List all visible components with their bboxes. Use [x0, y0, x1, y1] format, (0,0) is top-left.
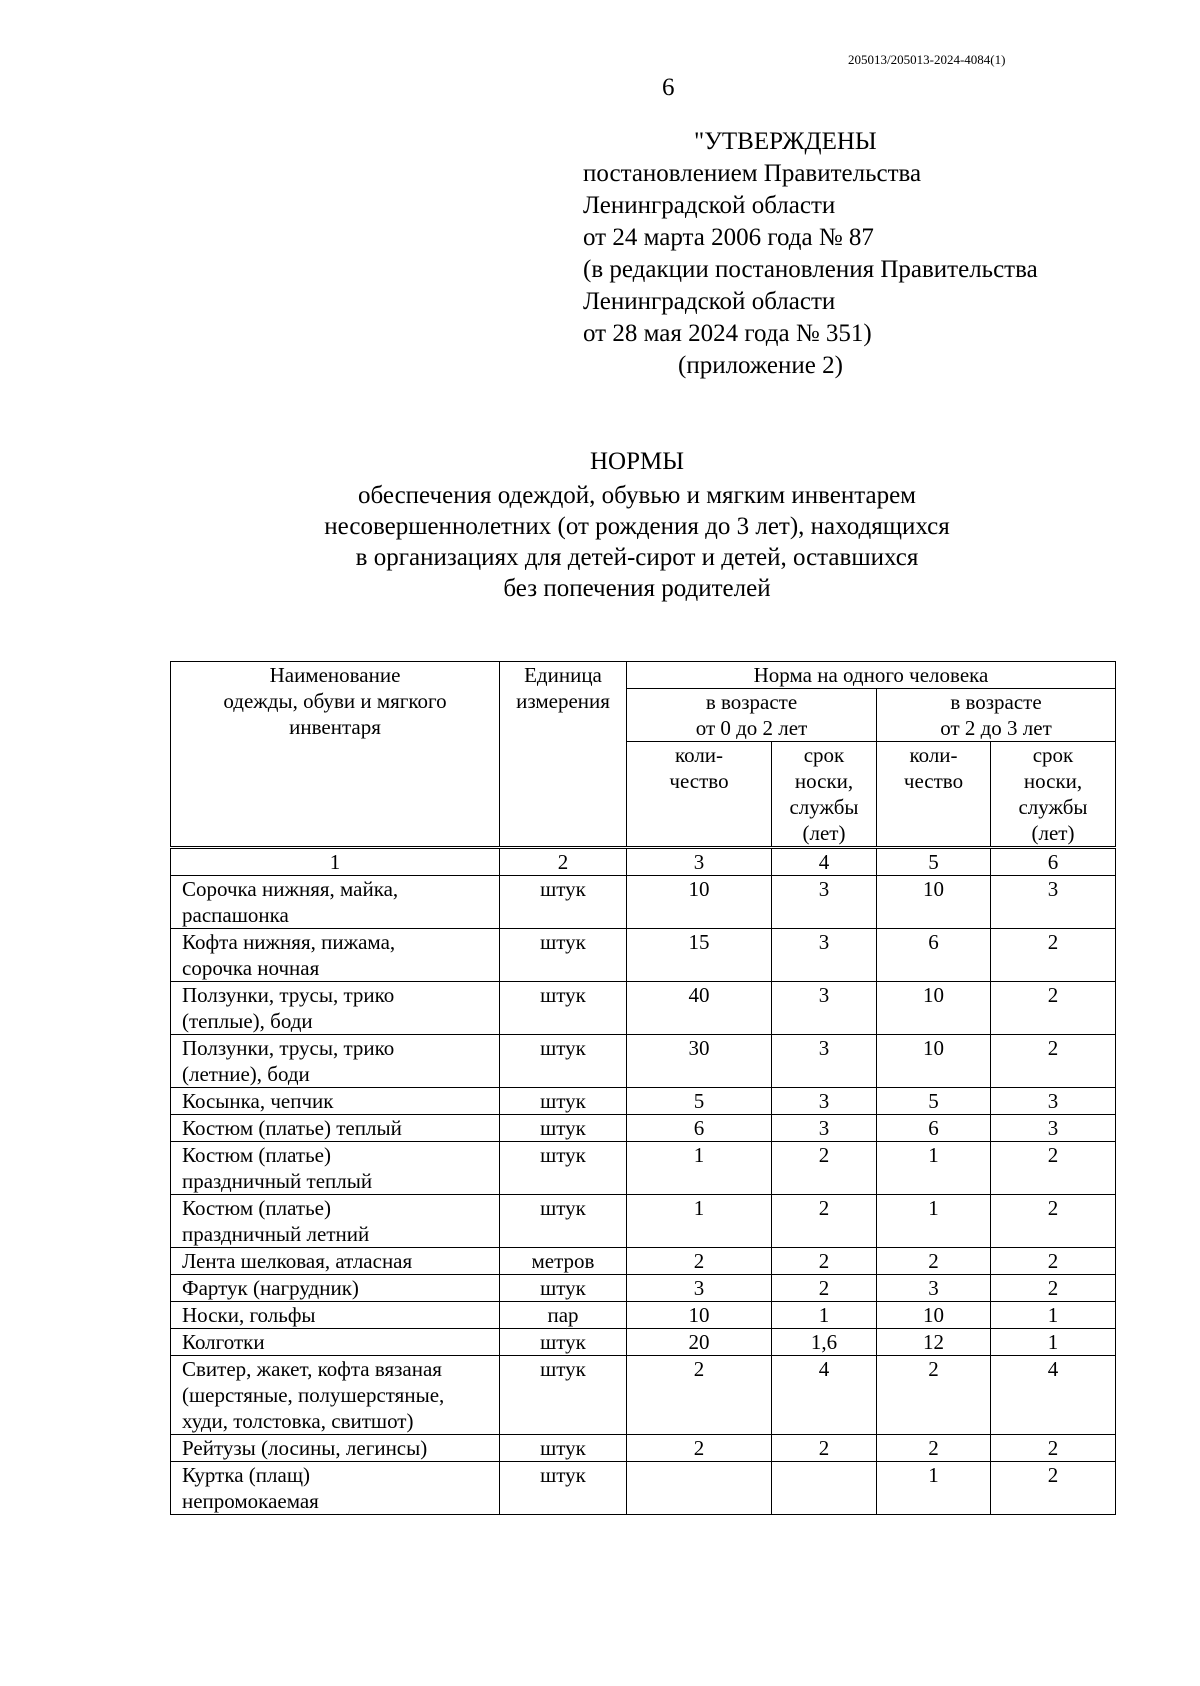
item-name-line: Лента шелковая, атласная: [182, 1249, 413, 1273]
item-name-line: сорочка ночная: [182, 956, 320, 980]
unit-cell: штук: [500, 982, 627, 1035]
document-title-block: [0, 446, 1200, 604]
approval-stamp: [583, 126, 1143, 382]
item-name-line: Носки, гольфы: [182, 1303, 316, 1327]
term-2-3-cell: 2: [991, 1275, 1116, 1302]
document-subtitle-line: в организациях для детей-сирот и детей, оставшихся: [355, 544, 919, 571]
quantity-0-2-cell: 10: [627, 1302, 772, 1329]
header-term: [991, 742, 1116, 848]
quantity-2-3-cell: 6: [877, 929, 991, 982]
quantity-0-2-cell: 2: [627, 1356, 772, 1435]
quantity-0-2-cell: 3: [627, 1275, 772, 1302]
quantity-0-2-cell: 5: [627, 1088, 772, 1115]
header-text: службы: [789, 795, 859, 819]
item-name-line: Куртка (плащ): [182, 1463, 310, 1487]
item-name-line: Кофта нижняя, пижама,: [182, 930, 396, 954]
quantity-2-3-cell: 1: [877, 1142, 991, 1195]
term-2-3-cell: 3: [991, 876, 1116, 929]
approval-line: постановлением Правительства: [583, 160, 922, 187]
header-text: срок: [1032, 743, 1074, 767]
unit-cell: штук: [500, 1035, 627, 1088]
quantity-0-2-cell: 20: [627, 1329, 772, 1356]
header-norm-group: Норма на одного человека: [627, 662, 1116, 689]
term-2-3-cell: 2: [991, 1195, 1116, 1248]
quantity-2-3-cell: 2: [877, 1356, 991, 1435]
item-name-line: (теплые), боди: [182, 1009, 313, 1033]
header-text: чество: [903, 769, 964, 793]
approval-line: Ленинградской области: [583, 288, 836, 315]
item-name-line: Сорочка нижняя, майка,: [182, 877, 399, 901]
header-text: чество: [669, 769, 729, 793]
quantity-2-3-cell: 5: [877, 1088, 991, 1115]
header-text: в возрасте: [950, 690, 1042, 714]
quantity-2-3-cell: 1: [877, 1462, 991, 1515]
header-text: Единица: [524, 663, 602, 687]
quantity-2-3-cell: 10: [877, 1035, 991, 1088]
item-name-line: Ползунки, трусы, трико: [182, 983, 395, 1007]
term-0-2-cell: 3: [772, 876, 877, 929]
table-row: [171, 1195, 1116, 1248]
unit-cell: метров: [500, 1248, 627, 1275]
header-text: коли-: [909, 743, 958, 767]
quantity-0-2-cell: 30: [627, 1035, 772, 1088]
quantity-0-2-cell: 40: [627, 982, 772, 1035]
quantity-0-2-cell: [627, 1462, 772, 1515]
table-row: [171, 1275, 1116, 1302]
column-number-row: [171, 848, 1116, 876]
quantity-2-3-cell: 2: [877, 1435, 991, 1462]
term-0-2-cell: 3: [772, 1035, 877, 1088]
table-row: [171, 1088, 1116, 1115]
quantity-0-2-cell: 1: [627, 1142, 772, 1195]
header-text: (лет): [802, 821, 846, 845]
term-2-3-cell: 2: [991, 1035, 1116, 1088]
term-0-2-cell: [772, 1462, 877, 1515]
item-name-line: непромокаемая: [182, 1489, 319, 1513]
term-2-3-cell: 2: [991, 1435, 1116, 1462]
table-row: [171, 1356, 1116, 1435]
unit-cell: штук: [500, 1142, 627, 1195]
term-0-2-cell: 3: [772, 982, 877, 1035]
term-0-2-cell: 2: [772, 1195, 877, 1248]
term-2-3-cell: 4: [991, 1356, 1116, 1435]
term-2-3-cell: 2: [991, 1462, 1116, 1515]
column-number: 3: [627, 848, 772, 876]
term-2-3-cell: 2: [991, 982, 1116, 1035]
item-name-line: Костюм (платье): [182, 1143, 331, 1167]
table-row: [171, 1462, 1116, 1515]
table-row: [171, 1248, 1116, 1275]
header-text: от 2 до 3 лет: [940, 716, 1052, 740]
quantity-2-3-cell: 6: [877, 1115, 991, 1142]
document-subtitle-line: без попечения родителей: [503, 575, 771, 602]
item-name-line: худи, толстовка, свитшот): [182, 1409, 414, 1433]
table-row: [171, 1435, 1116, 1462]
quantity-2-3-cell: 10: [877, 876, 991, 929]
unit-cell: штук: [500, 1462, 627, 1515]
header-unit: [500, 662, 627, 848]
item-name-cell: [171, 982, 500, 1035]
item-name-cell: [171, 1302, 500, 1329]
document-id: 205013/205013-2024-4084(1): [848, 52, 1006, 67]
item-name-line: (шерстяные, полушерстяные,: [182, 1383, 445, 1407]
item-name-cell: [171, 1088, 500, 1115]
approval-line: от 28 мая 2024 года № 351): [583, 320, 872, 347]
item-name-line: (летние), боди: [182, 1062, 310, 1086]
page-number: 6: [662, 74, 675, 101]
term-2-3-cell: 3: [991, 1088, 1116, 1115]
item-name-line: Колготки: [182, 1330, 265, 1354]
item-name-line: Свитер, жакет, кофта вязаная: [182, 1357, 442, 1381]
table-row: [171, 876, 1116, 929]
approval-line: "УТВЕРЖДЕНЫ: [694, 128, 877, 155]
item-name-line: праздничный теплый: [182, 1169, 373, 1193]
term-2-3-cell: 1: [991, 1302, 1116, 1329]
table-row: [171, 1142, 1116, 1195]
term-2-3-cell: 1: [991, 1329, 1116, 1356]
unit-cell: пар: [500, 1302, 627, 1329]
term-2-3-cell: 2: [991, 1142, 1116, 1195]
header-text: носки,: [1023, 769, 1083, 793]
term-2-3-cell: 3: [991, 1115, 1116, 1142]
term-0-2-cell: 2: [772, 1142, 877, 1195]
quantity-2-3-cell: 1: [877, 1195, 991, 1248]
header-term: [772, 742, 877, 848]
header-text: носки,: [794, 769, 854, 793]
column-number: 6: [991, 848, 1116, 876]
term-0-2-cell: 3: [772, 1115, 877, 1142]
quantity-0-2-cell: 6: [627, 1115, 772, 1142]
document-subtitle-line: обеспечения одеждой, обувью и мягким инвентарем: [357, 482, 917, 509]
item-name-cell: [171, 1329, 500, 1356]
item-name-line: Костюм (платье): [182, 1196, 331, 1220]
term-0-2-cell: 1: [772, 1302, 877, 1329]
unit-cell: штук: [500, 1329, 627, 1356]
item-name-cell: [171, 1195, 500, 1248]
quantity-0-2-cell: 2: [627, 1248, 772, 1275]
table-row: [171, 1329, 1116, 1356]
appendix-note: (приложение 2): [678, 352, 843, 379]
term-0-2-cell: 3: [772, 1088, 877, 1115]
table-header-row: [171, 662, 1116, 689]
item-name-cell: [171, 1142, 500, 1195]
unit-cell: штук: [500, 1088, 627, 1115]
item-name-cell: [171, 1248, 500, 1275]
unit-cell: штук: [500, 1435, 627, 1462]
header-quantity: [627, 742, 772, 848]
unit-cell: штук: [500, 876, 627, 929]
unit-cell: штук: [500, 929, 627, 982]
quantity-2-3-cell: 3: [877, 1275, 991, 1302]
term-0-2-cell: 2: [772, 1248, 877, 1275]
table-row: [171, 1115, 1116, 1142]
item-name-line: Фартук (нагрудник): [182, 1276, 359, 1300]
approval-line: (в редакции постановления Правительства: [583, 256, 1038, 283]
item-name-cell: [171, 1435, 500, 1462]
unit-cell: штук: [500, 1115, 627, 1142]
quantity-0-2-cell: 1: [627, 1195, 772, 1248]
header-text: измерения: [516, 689, 610, 713]
quantity-2-3-cell: 10: [877, 1302, 991, 1329]
norms-table: [170, 661, 1116, 1515]
unit-cell: штук: [500, 1275, 627, 1302]
header-text: (лет): [1031, 821, 1075, 845]
header-text: от 0 до 2 лет: [695, 716, 808, 740]
header-text: инвентаря: [289, 715, 381, 739]
term-0-2-cell: 2: [772, 1275, 877, 1302]
document-title: НОРМЫ: [589, 448, 685, 475]
header-text: коли-: [674, 743, 724, 767]
table-row: [171, 1035, 1116, 1088]
item-name-line: праздничный летний: [182, 1222, 370, 1246]
approval-line: Ленинградской области: [583, 192, 836, 219]
item-name-cell: [171, 1356, 500, 1435]
header-age-2-3: [877, 689, 1116, 742]
table-row: [171, 929, 1116, 982]
term-0-2-cell: 3: [772, 929, 877, 982]
header-text: одежды, обуви и мягкого: [223, 689, 447, 713]
quantity-2-3-cell: 10: [877, 982, 991, 1035]
item-name-cell: [171, 1275, 500, 1302]
table-row: [171, 982, 1116, 1035]
item-name-line: Ползунки, трусы, трико: [182, 1036, 395, 1060]
quantity-0-2-cell: 15: [627, 929, 772, 982]
unit-cell: штук: [500, 1356, 627, 1435]
header-text: срок: [803, 743, 845, 767]
quantity-0-2-cell: 10: [627, 876, 772, 929]
quantity-0-2-cell: 2: [627, 1435, 772, 1462]
table-row: [171, 1302, 1116, 1329]
item-name-cell: [171, 876, 500, 929]
header-text: Наименование: [269, 663, 401, 687]
item-name-cell: [171, 1115, 500, 1142]
column-number: 2: [500, 848, 627, 876]
column-number: 4: [772, 848, 877, 876]
approval-line: от 24 марта 2006 года № 87: [583, 224, 874, 251]
term-2-3-cell: 2: [991, 929, 1116, 982]
document-subtitle-line: несовершеннолетних (от рождения до 3 лет), находящихся: [324, 513, 950, 540]
item-name-cell: [171, 1462, 500, 1515]
quantity-2-3-cell: 2: [877, 1248, 991, 1275]
header-text: в возрасте: [705, 690, 798, 714]
item-name-line: Рейтузы (лосины, легинсы): [182, 1436, 428, 1460]
header-text: службы: [1018, 795, 1088, 819]
header-age-0-2: [627, 689, 877, 742]
quantity-2-3-cell: 12: [877, 1329, 991, 1356]
header-quantity: [877, 742, 991, 848]
item-name-line: Костюм (платье) теплый: [182, 1116, 402, 1140]
item-name-line: распашонка: [182, 903, 289, 927]
term-2-3-cell: 2: [991, 1248, 1116, 1275]
term-0-2-cell: 1,6: [772, 1329, 877, 1356]
unit-cell: штук: [500, 1195, 627, 1248]
item-name-cell: [171, 1035, 500, 1088]
term-0-2-cell: 2: [772, 1435, 877, 1462]
item-name-cell: [171, 929, 500, 982]
header-item-name: [171, 662, 500, 848]
item-name-line: Косынка, чепчик: [182, 1089, 334, 1113]
term-0-2-cell: 4: [772, 1356, 877, 1435]
column-number: 1: [171, 848, 500, 876]
column-number: 5: [877, 848, 991, 876]
